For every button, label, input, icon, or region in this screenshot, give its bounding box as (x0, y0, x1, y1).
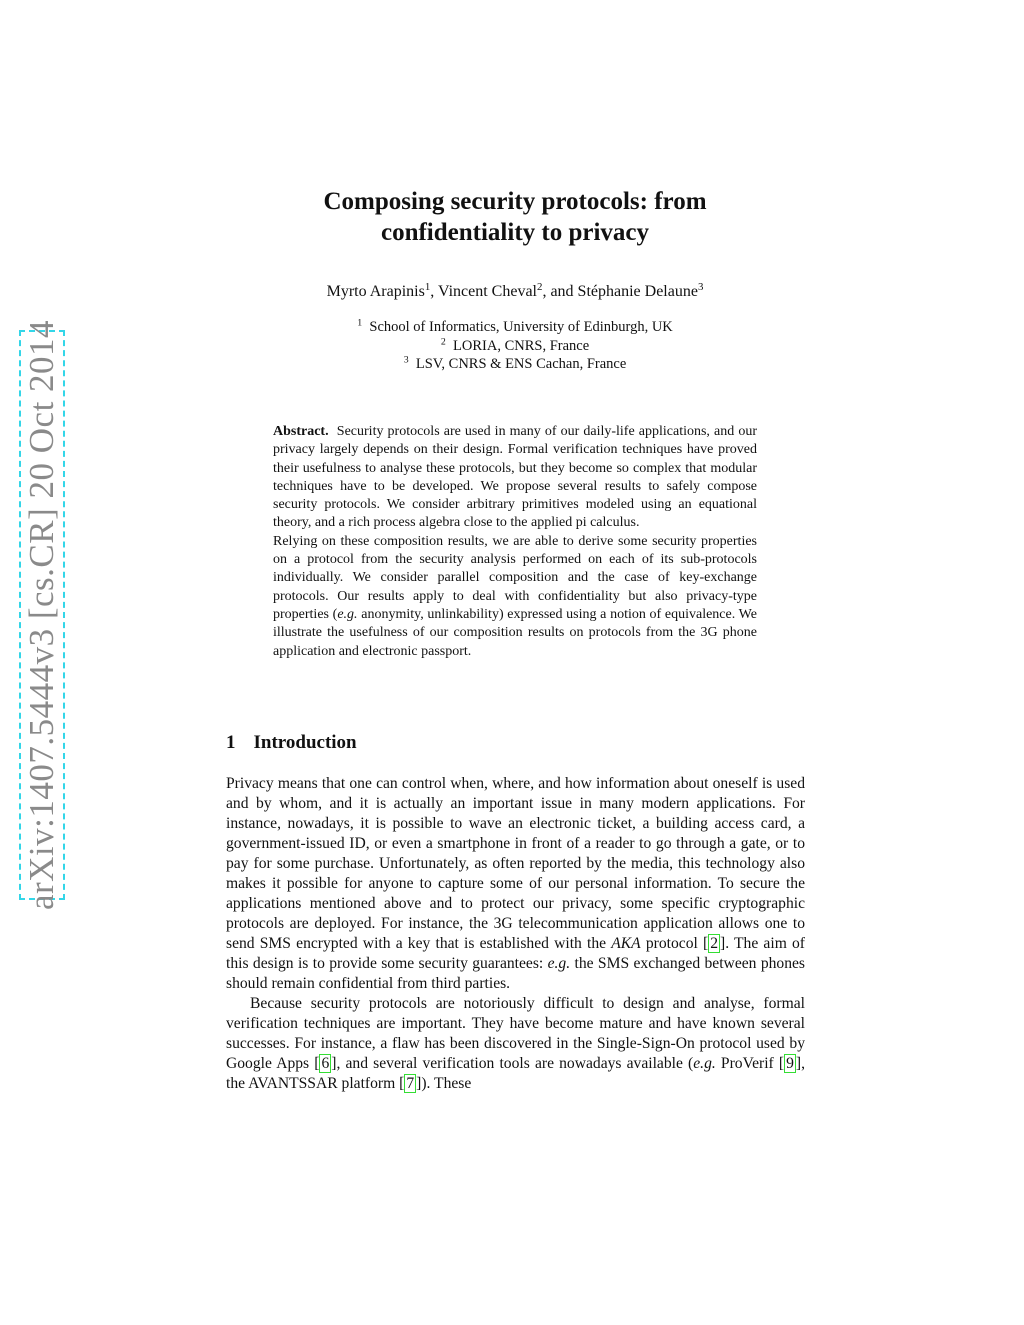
text-run: , the AVANTSSAR platform (226, 1055, 805, 1092)
citation-link[interactable]: 9 (786, 1055, 794, 1072)
affiliation-text: LSV, CNRS & ENS Cachan, France (415, 356, 627, 372)
text-run-italic: e.g. (547, 955, 571, 972)
citation-link[interactable]: 6 (321, 1055, 330, 1072)
intro-paragraph: Privacy means that one can control when, where, and how information about oneself is used and by whom, and it is actually an important issue in many modern applications. For instance, nowadays, it is possible to wave an electronic ticket, a building access card, a government-issued ID, or even a smartphone in front of a reader to go through a gate, or to pay for some purchase. Unfortunately, as often reported by the media, this technology also makes it possible for anyone to capture some of our personal information. To secure the applications mentioned above and to protect our privacy, some specific cryptographic protocols are deployed. For instance, the 3G telecommunication application allows one to send SMS encrypted with a key that is established with the AKA protocol [ 2 ]. The aim of this design is to provide some security guarantees: e.g. the SMS exchanged between phones should remain confidential from third parties. (226, 775, 806, 992)
text-run-italic: AKA (611, 935, 641, 952)
affiliation-mark: 1 (357, 317, 363, 329)
abstract-paragraph (273, 533, 757, 661)
affiliation-mark: 2 (440, 336, 446, 348)
author-separator: , and (542, 283, 578, 300)
author-name: Vincent Cheval (437, 283, 537, 300)
abstract-label: Abstract. (273, 424, 329, 439)
citation-link[interactable]: 7 (406, 1075, 415, 1092)
affiliation-list (200, 318, 830, 374)
affiliation-text: LORIA, CNRS, France (453, 337, 590, 354)
paper-title (200, 186, 830, 248)
text-run: the SMS exchanged between phones should remain confidential from third parties. (226, 955, 806, 992)
title-line-1: Composing security protocols: from (323, 188, 707, 215)
text-run: ProVerif (715, 1055, 779, 1072)
author-mark: 1 (424, 281, 431, 294)
text-run: Because security protocols are notoriously difficult to design and analyse, formal verification techniques are important. They have become mature and have known several successes. For instance, a flaw has been discovered in the Single-Sign-On protocol used by Google Apps (226, 995, 805, 1072)
author-mark: 3 (697, 281, 704, 294)
affiliation (200, 318, 830, 337)
arxiv-stamp-text: arXiv:1407.5444v3 [cs.CR] 20 Oct 2014 (22, 319, 62, 911)
affiliation (200, 337, 830, 356)
abstract-text: anonymity, unlinkability) expressed using a notion of equivalence. We illustrate the usefulness of our composition results on protocols from the 3G phone application and electronic passport. (273, 606, 757, 659)
author-name: Myrto Arapinis (326, 283, 425, 300)
author-list (200, 283, 830, 301)
affiliation-mark: 3 (403, 354, 409, 366)
author-name: Stéphanie Delaune (577, 283, 698, 300)
text-run: , and several verification tools are nowadays available ( (336, 1055, 694, 1072)
author-mark: 2 (537, 281, 543, 294)
arxiv-stamp (19, 319, 65, 911)
text-run: protocol (640, 935, 704, 952)
affiliation-text: School of Informatics, University of Edinburgh, UK (369, 319, 673, 335)
text-run: . The aim of this design is to provide some security guarantees: (226, 935, 805, 972)
section-title: Introduction (253, 732, 357, 753)
abstract-text: Relying on these composition results, we are able to derive some security properties on a protocol from the security analysis performed on each of its sub-protocols individually. We consider parallel composition and the case of key-exchange protocols. Our results apply to deal with confidentiality but also privacy-type properties ( (273, 533, 757, 622)
abstract-eg: e.g. (337, 606, 358, 622)
text-run: ). These (421, 1075, 472, 1092)
author-separator: , (430, 283, 438, 300)
section-number: 1 (226, 732, 236, 753)
abstract (273, 423, 757, 661)
citation-link[interactable]: 2 (710, 935, 719, 952)
title-line-2: confidentiality to privacy (380, 219, 650, 246)
section-heading (226, 732, 357, 754)
intro-body (226, 774, 805, 1094)
text-run: Privacy means that one can control when, where, and how information about oneself is used and by whom, and it is actually an important issue in many modern applications. For instance, nowadays, it is possible to wave an electronic ticket, a building access card, a government-issued ID, or even a smartphone in front of a reader to go through a gate, or to pay for some purchase. Unfortunately, as often reported by the media, this technology also makes it possible for anyone to capture some of our personal information. To secure the applications mentioned above and to protect our privacy, some specific cryptographic protocols are deployed. For instance, the 3G telecommunication application allows one to send SMS encrypted with a key that is established with the (226, 775, 805, 952)
abstract-paragraph (273, 423, 757, 533)
intro-paragraph: Because security protocols are notoriously difficult to design and analyse, formal verification techniques are important. They have become mature and have known several successes. For instance, a flaw has been discovered in the Single-Sign-On protocol used by Google Apps [ 6 ], and several verification tools are nowadays available (e.g. ProVerif [ 9 ], the AVANTSSAR platform [ 7 ]). These (226, 995, 805, 1092)
abstract-text: Security protocols are used in many of our daily-life applications, and our privacy largely depends on their design. Formal verification techniques have proved their usefulness to analyse these protocols, but they become so complex that modular techniques have to be developed. We propose several results to safely compose security protocols. We consider arbitrary primitives modeled using an equational theory, and a rich process algebra close to the applied pi calculus. (273, 424, 757, 531)
text-run-italic: e.g. (693, 1055, 716, 1072)
affiliation (200, 355, 830, 374)
